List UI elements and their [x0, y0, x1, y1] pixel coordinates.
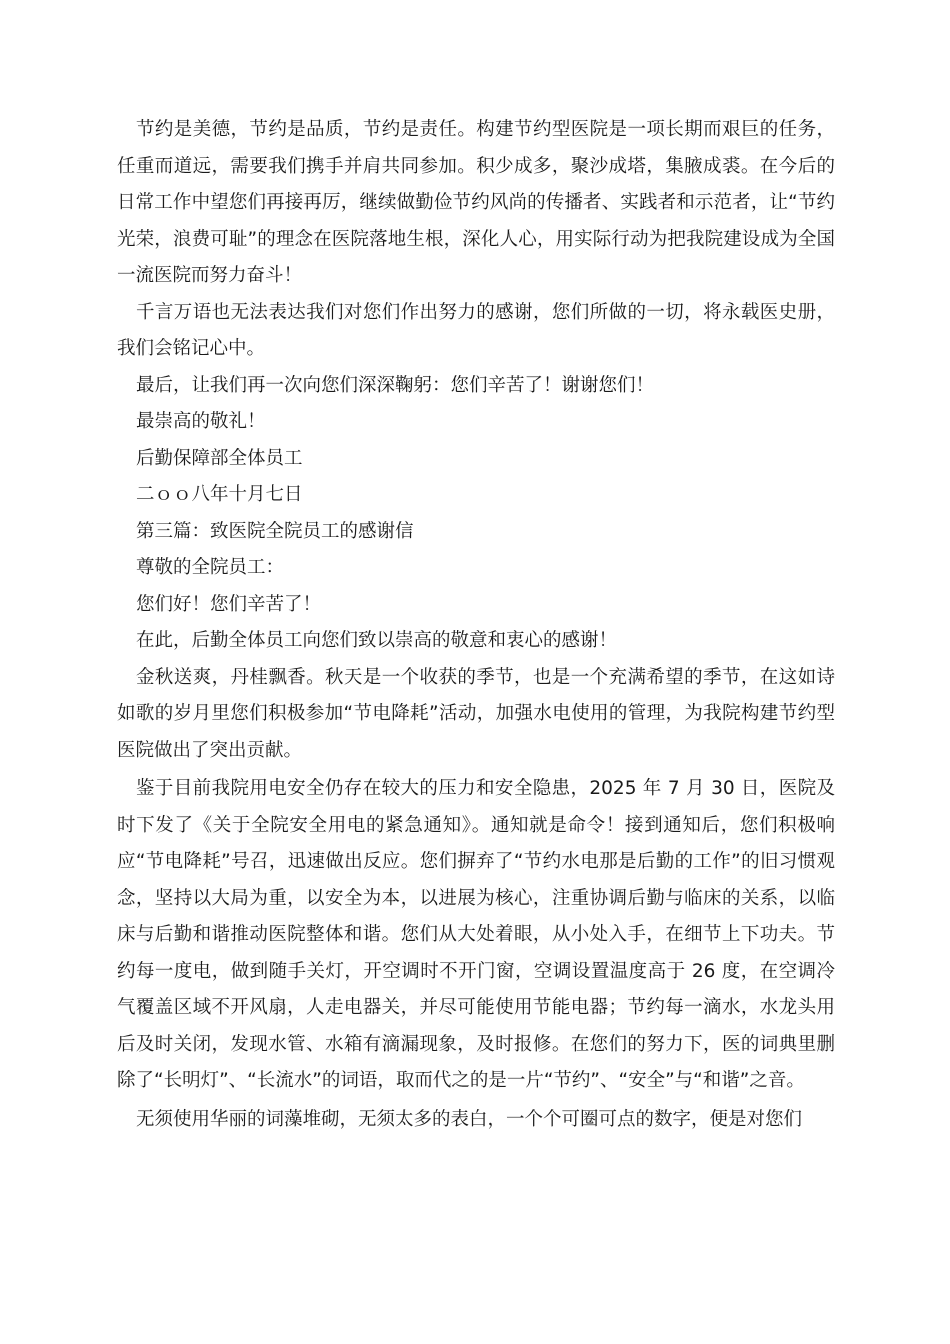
paragraph-autumn: 金秋送爽，丹桂飘香。秋天是一个收获的季节，也是一个充满希望的季节，在这如诗如歌的岁月里您们积极参加“节电降耗”活动，加强水电使用的管理，为我院构建节约型医院做出了突出贡献。 [117, 666, 835, 761]
paragraph-thanks: 在此，后勤全体员工向您们致以崇高的敬意和衷心的感谢！ [136, 630, 618, 651]
paragraph-electricity-notice: 鉴于目前我院用电安全仍存在较大的压力和安全隐患，2025 年 7 月 30 日，医院及时下发了《关于全院安全用电的紧急通知》。通知就是命令！接到通知后，您们积极响应“节电降耗”号召，迅速做出反应。您们摒弃了“节约水电那是后勤的工作”的旧习惯观念，坚持以大局为重，以安全为本，以进展为核心，注重协调后勤与临床的关系，以临床与后勤和谐推动医院整体和谐。您们从大处着眼，从小处入手，在细节上下功夫。节约每一度电，做到随手关灯，开空调时不开门窗，空调设置温度高于 26 度，在空调冷气覆盖区域不开风扇，人走电器关，并尽可能使用节能电器；节约每一滴水，水龙头用后及时关闭，发现水管、水箱有滴漏现象，及时报修。在您们的努力下，医的词典里删除了“长明灯”、“长流水”的词语，取而代之的是一片“节约”、“安全”与“和谐”之音。 [117, 778, 835, 1091]
signature-department: 后勤保障部全体员工 [136, 447, 303, 469]
section-heading: 第三篇：致医院全院员工的感谢信 [136, 520, 414, 542]
signature-date: 二ｏｏ八年十月七日 [136, 484, 303, 505]
greeting: 您们好！您们辛苦了！ [136, 593, 322, 615]
paragraph-gratitude: 千言万语也无法表达我们对您们作出努力的感谢，您们所做的一切，将永载医史册，我们会铭记心中。 [117, 301, 835, 359]
paragraph-conservation-virtue: 节约是美德，节约是品质，节约是责任。构建节约型医院是一项长期而艰巨的任务，任重而道远，需要我们携手并肩共同参加。积少成多，聚沙成塔，集腋成裘。在今后的日常工作中望您们再接再厉，继续做勤俭节约风尚的传播者、实践者和示范者，让“节约光荣，浪费可耻”的理念在医院落地生根，深化人心，用实际行动为把我院建设成为全国一流医院而努力奋斗！ [117, 119, 835, 286]
salutation: 尊敬的全院员工： [136, 557, 285, 578]
closing-salute: 最崇高的敬礼！ [136, 411, 266, 432]
document-page [117, 112, 835, 1138]
paragraph-bow: 最后，让我们再一次向您们深深鞠躬：您们辛苦了！谢谢您们！ [136, 374, 655, 396]
paragraph-numbers: 无须使用华丽的词藻堆砌，无须太多的表白，一个个可圈可点的数字，便是对您们 [136, 1108, 803, 1130]
